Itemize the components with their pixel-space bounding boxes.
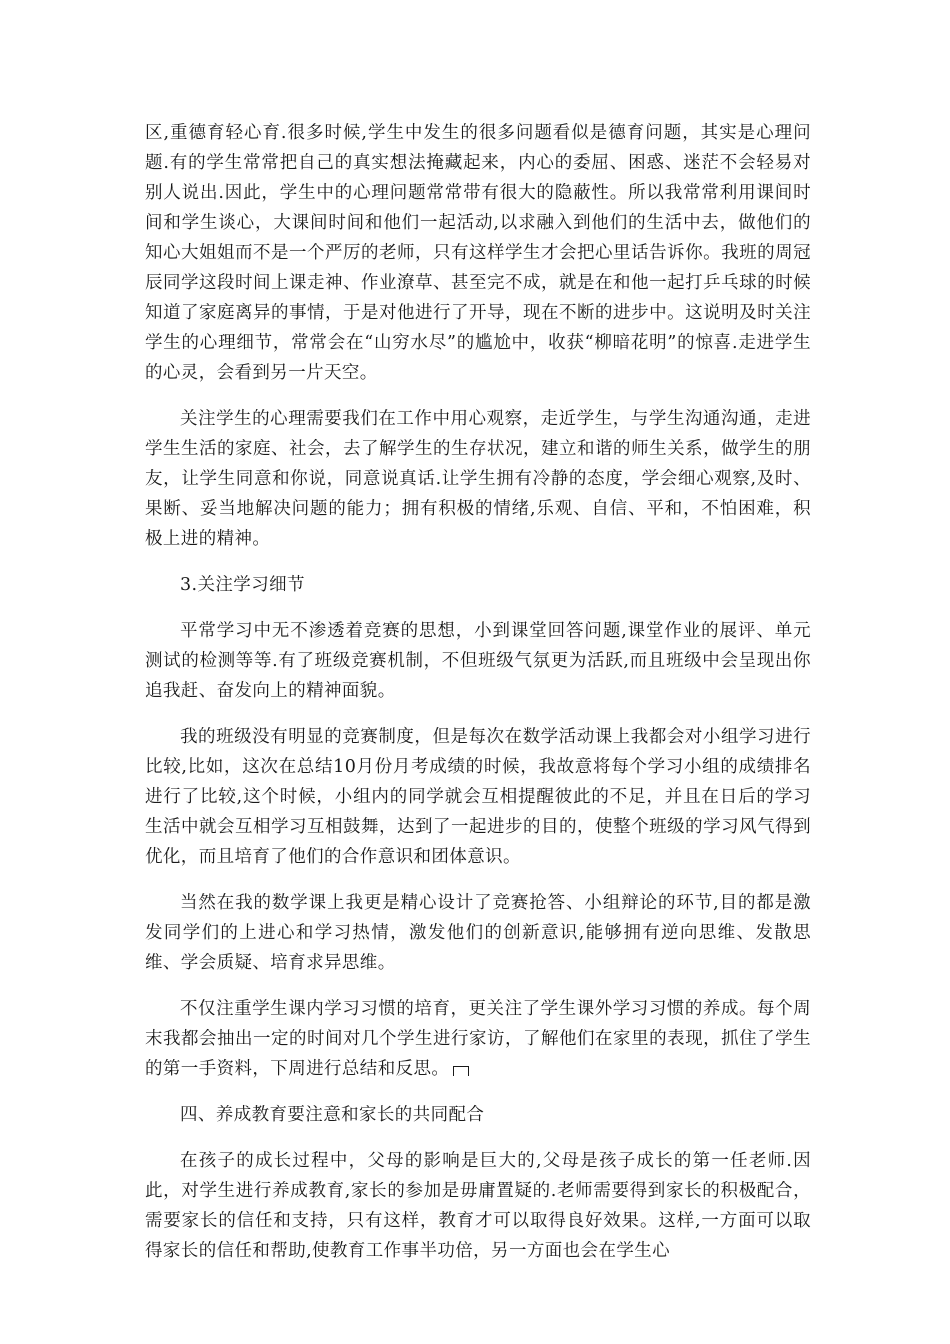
paragraph-group-comparison: 我的班级没有明显的竞赛制度，但是每次在数学活动课上我都会对小组学习进行比较,比如，这次在总结10月份月考成绩的时候，我故意将每个学习小组的成绩排名进行了比较,这个时候，小组内的同学就会互相提醒彼此的不足，并且在日后的学习生活中就会互相学习互相鼓舞，达到了一起进步的目的，使整个班级的学习风气得到优化，而且培育了他们的合作意识和团体意识。	[145, 727, 811, 867]
paragraph-math-class-design: 当然在我的数学课上我更是精心设计了竞赛抢答、小组辩论的环节,目的都是激发同学们的上进心和学习热情，激发他们的创新意识,能够拥有逆向思维、发散思维、学会质疑、培育求异思维。	[145, 893, 811, 973]
section-heading-learning-details: 3.关注学习细节	[180, 575, 305, 595]
edit-mark-icon	[453, 1066, 469, 1076]
paragraph-psychology-attention: 关注学生的心理需要我们在工作中用心观察，走近学生，与学生沟通沟通，走进学生生活的家庭、社会，去了解学生的生存状况，建立和谐的师生关系，做学生的朋友，让学生同意和你说，同意说真话.让学生拥有冷静的态度，学会细心观察,及时、果断、妥当地解决问题的能力；拥有积极的情绪,乐观、自信、平和，不怕困难，积极上进的精神。	[145, 409, 811, 549]
paragraph-parent-influence: 在孩子的成长过程中，父母的影响是巨大的,父母是孩子成长的第一任老师.因此，对学生进行养成教育,家长的参加是毋庸置疑的.老师需要得到家长的积极配合，需要家长的信任和支持，只有这样，教育才可以取得良好效果。这样,一方面可以取得家长的信任和帮助,使教育工作事半功倍，另一方面也会在学生心	[145, 1151, 811, 1261]
paragraph-habits-outside-class	[145, 994, 811, 1084]
document-page	[145, 118, 811, 1282]
section-heading-parent-cooperation: 四、养成教育要注意和家长的共同配合	[180, 1105, 485, 1125]
paragraph-psychology-intro: 区,重德育轻心育.很多时候,学生中发生的很多问题看似是德育问题，其实是心理问题.有的学生常常把自己的真实想法掩藏起来，内心的委屈、困惑、迷茫不会轻易对别人说出.因此，学生中的心理问题常常带有很大的隐蔽性。所以我常常利用课间时间和学生谈心，大课间时间和他们一起活动,以求融入到他们的生活中去，做他们的知心大姐姐而不是一个严厉的老师，只有这样学生才会把心里话告诉你。我班的周冠辰同学这段时间上课走神、作业潦草、甚至完不成，就是在和他一起打乒乓球的时候知道了家庭离异的事情，于是对他进行了开导，现在不断的进步中。这说明及时关注学生的心理细节，常常会在“山穷水尽”的尴尬中，收获“柳暗花明”的惊喜.走进学生的心灵，会看到另一片天空。	[145, 123, 811, 383]
paragraph-habits-text: 不仅注重学生课内学习习惯的培育，更关注了学生课外学习习惯的养成。每个周末我都会抽出一定的时间对几个学生进行家访，了解他们在家里的表现，抓住了学生的第一手资料，下周进行总结和反思。	[145, 999, 811, 1079]
paragraph-competition-thinking: 平常学习中无不渗透着竞赛的思想，小到课堂回答问题,课堂作业的展评、单元测试的检测等等.有了班级竞赛机制，不但班级气氛更为活跃,而且班级中会呈现出你追我赶、奋发向上的精神面貌。	[145, 621, 811, 701]
